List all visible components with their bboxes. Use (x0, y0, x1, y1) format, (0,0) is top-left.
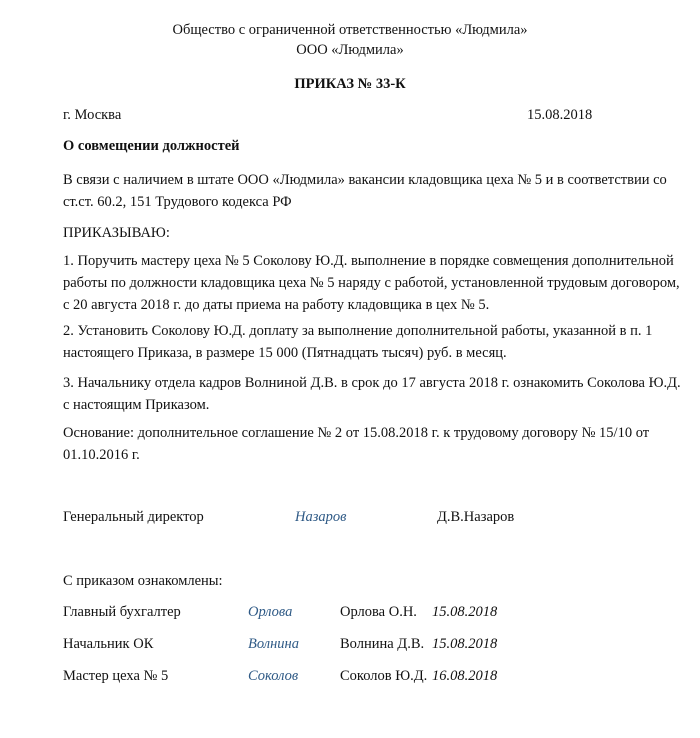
organization-short-name: ООО «Людмила» (296, 42, 404, 58)
document-date: 15.08.2018 (527, 107, 593, 123)
order-word: ПРИКАЗЫВАЮ: (63, 225, 170, 241)
acquainted-signature: Волнина (248, 636, 299, 652)
order-item-2: 2. Установить Соколову Ю.Д. доплату за выполнение дополнительной работы, указанной в п. 1 настоящего Приказа, в размере 15 000 (Пятнадцать тысяч) руб. в месяц. (63, 323, 653, 361)
director-signature: Назаров (295, 509, 347, 525)
acquainted-date: 16.08.2018 (432, 668, 498, 684)
document-subject: О совмещении должностей (63, 138, 240, 154)
acquainted-label: С приказом ознакомлены: (63, 573, 223, 589)
acquainted-position: Главный бухгалтер (63, 604, 181, 620)
document-title: ПРИКАЗ № 33-К (294, 76, 406, 92)
acquainted-name: Волнина Д.В. (340, 636, 425, 652)
order-item-3: 3. Начальнику отдела кадров Волниной Д.В. в срок до 17 августа 2018 г. ознакомить Соколова Ю.Д. с настоящим Приказом. (63, 375, 681, 413)
acquainted-date: 15.08.2018 (432, 604, 498, 620)
acquainted-signature: Соколов (248, 668, 299, 684)
acquainted-name: Соколов Ю.Д. (340, 668, 428, 684)
director-name: Д.В.Назаров (437, 509, 515, 525)
acquainted-signature: Орлова (248, 604, 293, 620)
acquainted-position: Начальник ОК (63, 636, 154, 652)
acquainted-position: Мастер цеха № 5 (63, 668, 169, 684)
acquainted-name: Орлова О.Н. (340, 604, 417, 620)
intro-paragraph: В связи с наличием в штате ООО «Людмила» вакансии кладовщика цеха № 5 и в соответствии со ст.ст. 60.2, 151 Трудового кодекса РФ (63, 172, 667, 210)
director-position: Генеральный директор (63, 509, 204, 525)
order-item-1: 1. Поручить мастеру цеха № 5 Соколову Ю.Д. выполнение в порядке совмещения дополнительной работы по должности кладовщика цеха № 5 наряду с работой, установленной трудовым договором, с 20 августа 2018 г. до даты приема на работу кладовщика в цех № 5. (63, 253, 680, 313)
city: г. Москва (63, 107, 122, 123)
acquainted-date: 15.08.2018 (432, 636, 498, 652)
basis-paragraph: Основание: дополнительное соглашение № 2 от 15.08.2018 г. к трудовому договору № 15/10 от 01.10.2016 г. (63, 425, 650, 463)
organization-full-name: Общество с ограниченной ответственностью «Людмила» (172, 22, 528, 38)
